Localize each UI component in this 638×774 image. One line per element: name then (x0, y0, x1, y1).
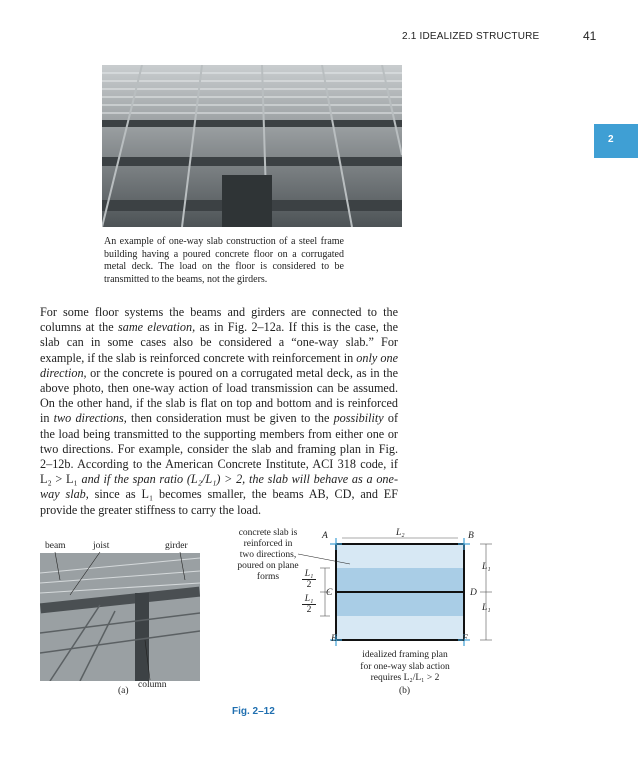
paragraph-emphasis: and if the span ratio (L₂/L₁) > 2, the slab will behave as a one-way slab, (40, 472, 398, 502)
deck-photo (102, 65, 402, 227)
label-joist: joist (93, 541, 110, 551)
frac-numerator: L₁ (302, 594, 316, 605)
plan-description-line: idealized framing plan (362, 650, 448, 660)
chapter-tab (594, 124, 638, 158)
point-F: F (462, 634, 468, 644)
plan-description-line: requires L₂/L₁ > 2 (370, 673, 440, 683)
dim-half-L1-upper (302, 569, 316, 590)
paragraph-text: or the concrete is poured on a corrugated metal deck, as in the above photo, then one-way action of load transmission can be assumed. On the other hand, if the slab is flat on top and bottom and is reinforced in (40, 365, 398, 426)
paragraph-emphasis: only one direction, (40, 350, 398, 380)
dim-L2: L₂ (396, 528, 405, 538)
body-paragraph (40, 305, 398, 518)
slab-note-line: two directions, (239, 550, 297, 560)
slab-strip-bottom (336, 592, 464, 616)
paragraph-emphasis: two directions, (53, 411, 127, 426)
frac-denominator: 2 (306, 580, 312, 590)
point-A: A (322, 531, 328, 541)
plan-description-line: for one-way slab action (360, 661, 450, 672)
dim-L1-top: L₁ (482, 562, 491, 572)
framing-plan-diagram (290, 524, 510, 649)
part-a-label: (a) (118, 686, 129, 696)
slab-note-line: concrete slab is (238, 528, 298, 538)
point-B: B (468, 531, 474, 541)
paragraph-text: then consideration must be given to the (126, 411, 334, 426)
paragraph-text: since as L₁ becomes smaller, the beams AB, CD, and EF provide the greater stiffness to carry the load. (40, 487, 398, 517)
frac-denominator: 2 (306, 605, 312, 615)
paragraph-text: For some floor systems the beams and girders are connected to the columns at the (40, 305, 398, 335)
slab-note-line: forms (256, 572, 280, 582)
slab-note-line: poured on plane (237, 561, 299, 571)
paragraph-text: of the load being transmitted to the supporting members from either one or two directions. For example, consider the slab and framing plan in Fig. 2–12b. According to the American Concrete Institute, ACI 318 code, if L₂ > L₁ (40, 411, 399, 487)
paragraph-text: as in Fig. 2–12a. If this is the case, the slab can in some cases also be considered a “one-way slab.” For example, if the slab is reinforced concrete with reinforcement in (40, 320, 399, 365)
running-header: 2.1 IDEALIZED STRUCTURE (402, 31, 540, 42)
paragraph-emphasis: same elevation, (118, 320, 196, 335)
point-D: D (470, 588, 477, 598)
label-beam: beam (45, 541, 66, 551)
deck-photo-image (102, 65, 402, 227)
frac-numerator: L₁ (302, 569, 316, 580)
point-E: E (331, 634, 337, 644)
label-girder: girder (165, 541, 188, 551)
dim-half-L1-lower (302, 594, 316, 615)
photo-caption: An example of one-way slab construction of a steel frame building having a poured concrete floor on a corrugated metal deck. The load on the floor is considered to be transmitted to the beams, not the girders. (104, 236, 344, 285)
plan-description (350, 650, 460, 685)
label-column: column (138, 680, 167, 690)
point-C: C (326, 588, 333, 598)
slab-note-line: reinforced in (243, 539, 293, 549)
paragraph-emphasis: possibility (333, 411, 384, 426)
page-number: 41 (583, 29, 597, 43)
figure-number: Fig. 2–12 (232, 706, 275, 717)
slab-strip-top (336, 568, 464, 592)
part-b-label: (b) (399, 686, 411, 696)
dim-L1-bottom: L₁ (482, 603, 491, 613)
figure-a-leaders (40, 540, 240, 700)
chapter-tab-label: 2 (608, 134, 614, 145)
